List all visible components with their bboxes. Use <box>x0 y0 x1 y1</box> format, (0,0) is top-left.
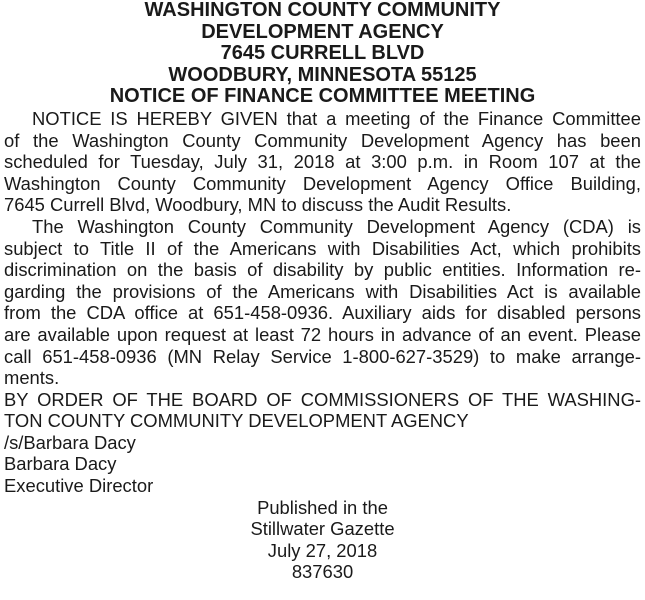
text-line: scheduled for Tuesday, July 31, 2018 at 3:00 p.m. in Room 107 at the <box>4 151 641 173</box>
board-order <box>4 389 641 432</box>
text-line: call 651-458-0936 (MN Relay Service 1-800-627-3529) to make arrange- <box>4 345 641 367</box>
text-line: garding the provisions of the Americans with Disabilities Act is available <box>4 280 641 302</box>
publication-line: Stillwater Gazette <box>250 518 395 540</box>
signature-line: Barbara Dacy <box>4 453 117 475</box>
signature-block <box>4 432 641 497</box>
header-line: NOTICE OF FINANCE COMMITTEE MEETING <box>109 85 536 108</box>
text-line: are available upon request at least 72 hours in advance of an event. Please <box>4 323 641 345</box>
meeting-notice-paragraph <box>4 108 641 216</box>
text-line: subject to Title II of the Americans with Disabilities Act, which prohibits <box>4 237 641 259</box>
text-line: The Washington County Community Development Agency (CDA) is <box>32 215 641 237</box>
header-line: DEVELOPMENT AGENCY <box>201 20 444 43</box>
text-line: NOTICE IS HEREBY GIVEN that a meeting of the Finance Committee <box>32 107 641 129</box>
text-line: from the CDA office at 651-458-0936. Auxiliary aids for disabled persons <box>4 302 641 324</box>
text-line: 7645 Currell Blvd, Woodbury, MN to discuss the Audit Results. <box>4 194 512 216</box>
text-line: of the Washington County Community Development Agency has been <box>4 129 641 151</box>
header-line: WOODBURY, MINNESOTA 55125 <box>168 63 477 86</box>
ada-paragraph <box>4 216 641 389</box>
notice-header <box>4 0 641 108</box>
signature-line: /s/Barbara Dacy <box>4 431 136 453</box>
text-line: BY ORDER OF THE BOARD OF COMMISSIONERS OF THE WASHING- <box>4 388 641 410</box>
text-line: ments. <box>4 367 60 389</box>
publication-line: Published in the <box>257 496 388 518</box>
publication-line: July 27, 2018 <box>267 539 378 561</box>
header-line: 7645 CURRELL BLVD <box>220 42 425 65</box>
publication-line: 837630 <box>291 561 354 583</box>
text-line: Washington County Community Development Agency Office Building, <box>4 172 641 194</box>
text-line: discrimination on the basis of disability by public entities. Information re- <box>4 259 641 281</box>
signature-line: Executive Director <box>4 475 154 497</box>
header-line: WASHINGTON COUNTY COMMUNITY <box>144 0 501 21</box>
text-line: TON COUNTY COMMUNITY DEVELOPMENT AGENCY <box>4 410 469 432</box>
publication-info <box>4 497 641 583</box>
